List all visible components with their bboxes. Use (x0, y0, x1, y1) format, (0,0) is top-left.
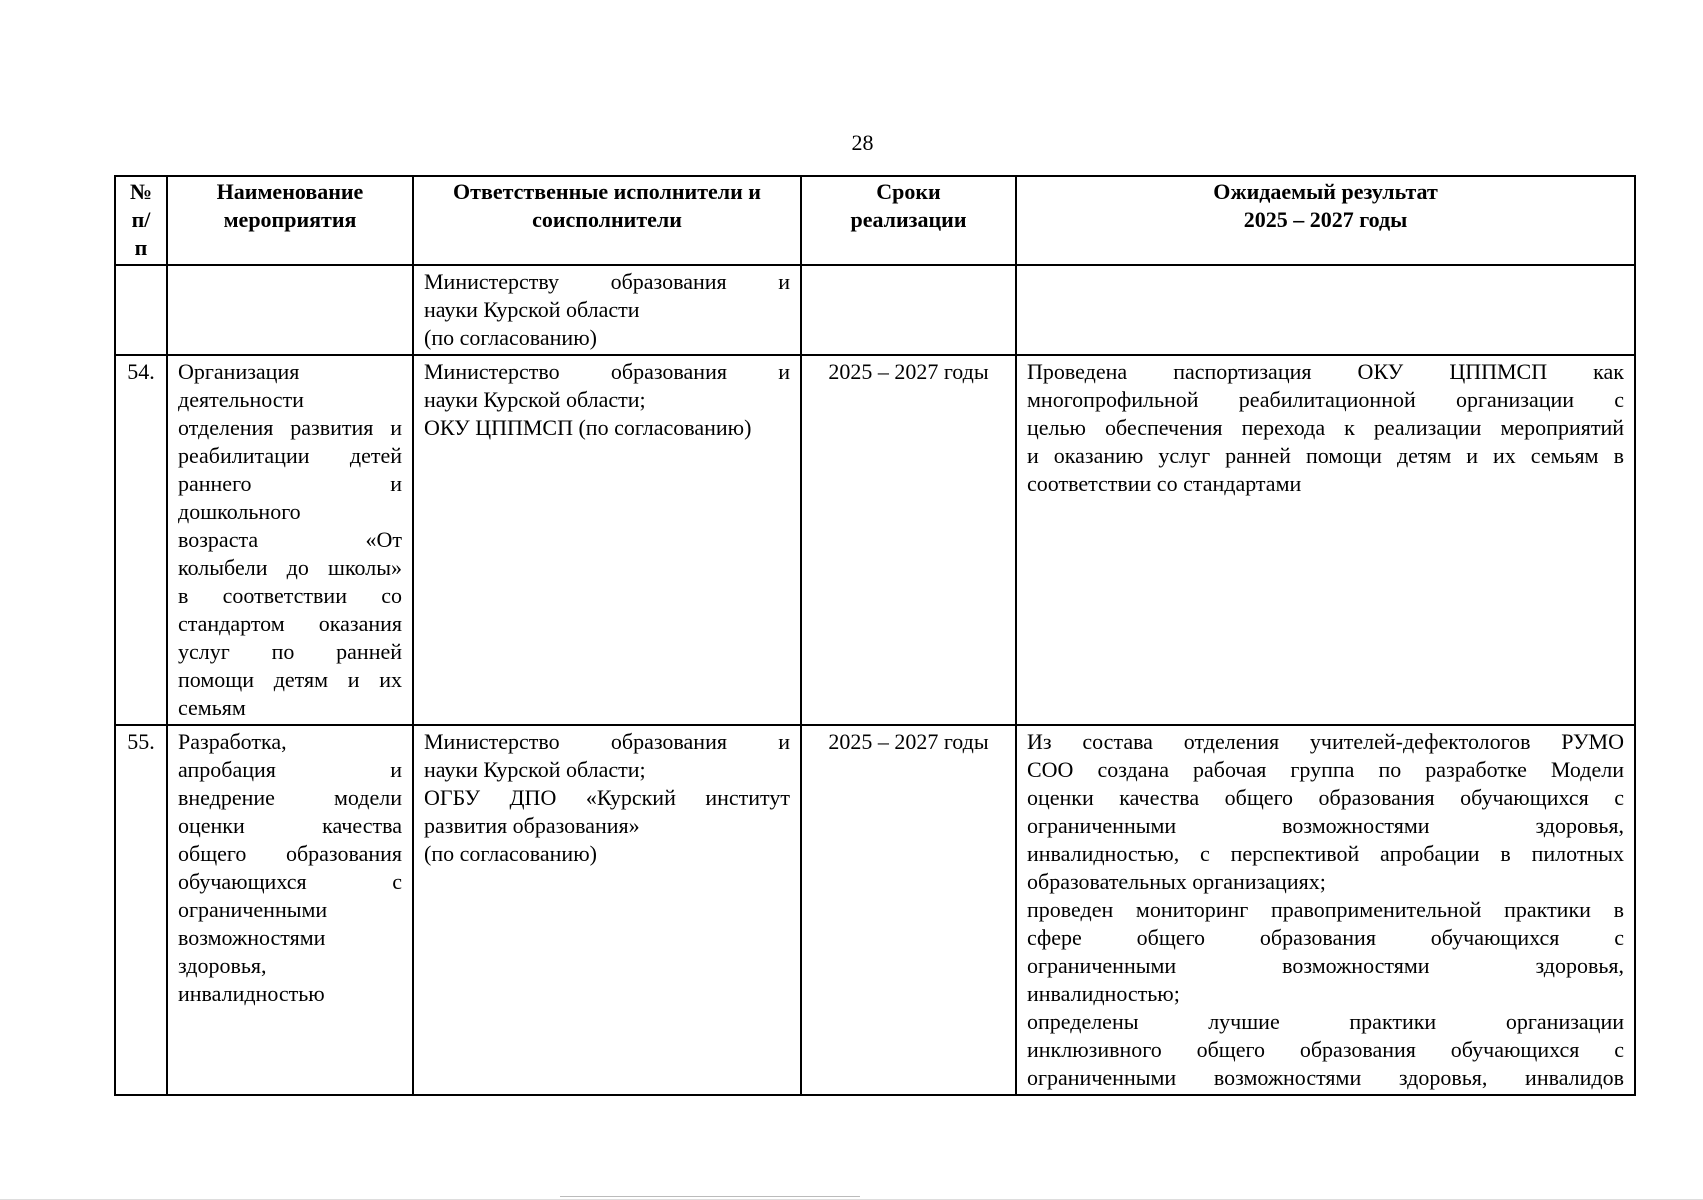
header-executors: Ответственные исполнители и соисполнители (413, 176, 801, 265)
header-terms: Сроки реализации (801, 176, 1016, 265)
row-name: Организация деятельности отделения развития и реабилитации детей раннего и дошкольного возраста «От колыбели до школы» в соответствии со стандартом оказания услуг по ранней помощи детям и их семьям (167, 355, 413, 725)
row-result: Проведена паспортизация ОКУ ЦППМСП как многопрофильной реабилитационной организации с целью обеспечения перехода к реализации мероприятий и оказанию услуг ранней помощи детям и их семьям в соответствии со стандартами (1016, 355, 1635, 725)
table-header-row (115, 176, 1635, 265)
page-number: 28 (851, 130, 874, 155)
table-row (115, 355, 1635, 725)
row-executors: Министерство образования и науки Курской области; ОГБУ ДПО «Курский институт развития образования» (по согласованию) (413, 725, 801, 1095)
row-num: 54. (115, 355, 167, 725)
row-num: 55. (115, 725, 167, 1095)
row-terms (801, 265, 1016, 355)
row-terms: 2025 – 2027 годы (801, 725, 1016, 1095)
row-name: Разработка, апробация и внедрение модели оценки качества общего образования обучающихся с ограниченными возможностями здоровья, инвалидностью (167, 725, 413, 1095)
header-name: Наименование мероприятия (167, 176, 413, 265)
row-name (167, 265, 413, 355)
scan-artifact (560, 1196, 860, 1197)
table-row (115, 725, 1635, 1095)
row-executors: Министерству образования и науки Курской области (по согласованию) (413, 265, 801, 355)
row-num (115, 265, 167, 355)
header-result: Ожидаемый результат 2025 – 2027 годы (1016, 176, 1635, 265)
row-result (1016, 265, 1635, 355)
table-row (115, 265, 1635, 355)
row-executors: Министерство образования и науки Курской области; ОКУ ЦППМСП (по согласованию) (413, 355, 801, 725)
row-result: Из состава отделения учителей-дефектологов РУМО СОО создана рабочая группа по разработке Модели оценки качества общего образования обучающихся с ограниченными возможностями здоровья, инвалидностью, с перспективой апробации в пилотных образовательных организациях; проведен мониторинг правоприменительной практики в сфере общего образования обучающихся с ограниченными возможностями здоровья, инвалидностью; определены лучшие практики организации инклюзивного общего образования обучающихся с ограниченными возможностями здоровья, инвалидов (1016, 725, 1635, 1095)
header-num: № п/ п (115, 176, 167, 265)
row-terms: 2025 – 2027 годы (801, 355, 1016, 725)
events-table (114, 175, 1636, 1096)
